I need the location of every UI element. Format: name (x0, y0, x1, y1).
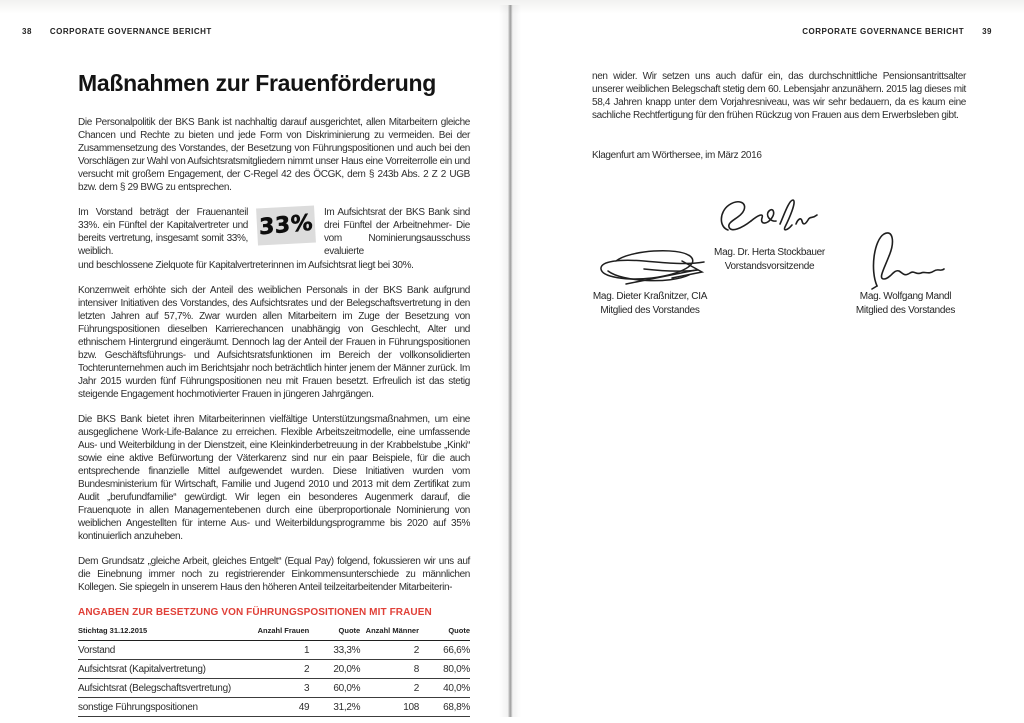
signer-name: Mag. Dieter Kraßnitzer, CIA (592, 291, 708, 302)
page-gutter-divider (499, 5, 521, 717)
signature-stockbauer-label (682, 246, 857, 273)
cell-value: 2 (360, 679, 419, 698)
dateline: Klagenfurt am Wörthersee, im März 2016 (592, 150, 762, 161)
cell-label: Aufsichtsrat (Belegschaftsvertretung) (78, 679, 254, 698)
cell-value: 108 (360, 698, 419, 717)
left-page-column (78, 70, 470, 717)
signer-role: Vorstandsvorsitzende (724, 260, 815, 272)
cell-value: 2 (254, 660, 309, 679)
callout-value: 33% (258, 210, 314, 241)
col-anzahl-frauen: Anzahl Frauen (254, 622, 309, 641)
paragraph-equal-pay: Dem Grundsatz „gleiche Arbeit, gleiches Entgelt“ (Equal Pay) folgend, fokussieren wir uns auf die Einebnung immer noch zu registrierender Einkommensunterschiede zu männlichen Kollegen. Sie spiegeln in unserem Haus den höheren Anteil teilzeitarbeitender Mitarbeiterin- (78, 556, 470, 593)
table-row (78, 641, 470, 660)
callout-paragraph-last-line: und beschlossene Zielquote für Kapitalvertreterinnen im Aufsichtsrat liegt bei 30%. (78, 260, 414, 271)
table-header-row (78, 622, 470, 641)
right-page-column (592, 70, 966, 162)
page-title: Maßnahmen zur Frauenförderung (78, 70, 437, 96)
table-heading: ANGABEN ZUR BESETZUNG VON FÜHRUNGSPOSITIONEN MIT FRAUEN (78, 607, 432, 618)
fuehrungspositionen-table (78, 622, 470, 717)
signature-mandl-icon (860, 228, 946, 290)
cell-label: sonstige Führungspositionen (78, 698, 254, 717)
signer-name: Mag. Dr. Herta Stockbauer (714, 247, 825, 258)
paragraph-pensionsalter: nen wider. Wir setzen uns auch dafür ein, das durchschnittliche Pensionsantrittsalter unserer weiblichen Belegschaft stetig dem 60. Lebensjahr anzunähern. 2015 lag dieses mit 58,4 Jahren knapp unter dem Vorjahresniveau, was wir sehr bedauern, da es kaum eine sachliche Rechtfertigung für den frühen Rückzug von Frauen aus dem Erwerbsleben gibt. (592, 71, 966, 121)
cell-value: 1 (254, 641, 309, 660)
signature-mandl-label (828, 290, 983, 317)
callout-paragraph-left-text: Im Vorstand beträgt der Frauenanteil 33%. ein Fünftel der Kapitalvertreter und bereits vertretung, insgesamt somit 33%, weiblich. (78, 207, 248, 257)
cell-value: 3 (254, 679, 309, 698)
signature-krassnitzer-label (570, 290, 730, 317)
table-row (78, 679, 470, 698)
paragraph-vorstand-callout (78, 206, 470, 272)
callout-paragraph-right-text: Im Aufsichtsrat der BKS Bank sind drei Fünftel der Arbeitnehmer- Die vom Nominierungsausschuss evaluierte (324, 207, 470, 257)
paragraph-worklife: Die BKS Bank bietet ihren Mitarbeiterinnen vielfältige Unterstützungsmaßnahmen, um eine ausgeglichene Work-Life-Balance zu erreichen. Flexible Arbeitszeitmodelle, eine umfassende Aus- und Weiterbildung in der Dienstzeit, eine Kleinkinderbetreuung in der Krabbelstube „Kinki“ sowie eine aktive Befürwortung der Väterkarenz sind nur ein paar Beispiele, für die auch entsprechende finanzielle Mittel aufgewendet wurden. Diese Initiativen wurden vom Bundesministerium für Wirtschaft, Familie und Jugend 2010 und 2013 mit dem Zertifikat zum Audit „berufundfamilie“ gewürdigt. Wir legen ein besonderes Augenmerk darauf, die Frauenquote in allen Managementebenen durch eine überproportionale Nominierung von weiblichen Angestellten für interne Aus- und Weiterbildungsprogramme bis 2020 auf 35% kontinuierlich anzuheben. (78, 414, 470, 542)
right-page-running-header (802, 27, 992, 36)
right-page-header-text: CORPORATE GOVERNANCE BERICHT (802, 27, 965, 36)
signer-role: Mitglied des Vorstandes (855, 304, 956, 316)
col-stichtag: Stichtag 31.12.2015 (78, 622, 254, 641)
col-quote-maenner: Quote (419, 622, 470, 641)
left-page-header-text: CORPORATE GOVERNANCE BERICHT (49, 27, 212, 36)
cell-value: 31,2% (309, 698, 360, 717)
col-quote-frauen: Quote (309, 622, 360, 641)
col-anzahl-maenner: Anzahl Männer (360, 622, 419, 641)
cell-value: 8 (360, 660, 419, 679)
table-row (78, 698, 470, 717)
cell-value: 2 (360, 641, 419, 660)
cell-value: 40,0% (419, 679, 470, 698)
handwritten-33-percent-callout (256, 206, 316, 246)
cell-value: 80,0% (419, 660, 470, 679)
paragraph-konzernweit: Konzernweit erhöhte sich der Anteil des weiblichen Personals in der BKS Bank aufgrund intensiver Initiativen des Vorstandes, des Aufsichtsrates und der Belegschaftsvertretung in den letzten Jahren auf 57,7%. Zwar wurden allen Mitarbeitern im Zuge der Besetzung von Führungspositionen dieselben Karrierechancen unabhängig von Geschlecht, Alter und ethnischem Hintergrund eingeräumt. Dennoch lag der Anteil der Frauen in Führungspositionen bzw. Geschäftsführungs- und Aufsichtsratsfunktionen im Bereich der vollkonsolidierten Tochterunternehmen auch im Berichtsjahr noch beträchtlich hinter jenem der Männer zurück. Im Jahr 2015 wurden fünf Führungspositionen neu mit Frauen besetzt. Erfreulich ist das stetig steigende Engagement hochmotivierter Frauen in jüngeren Jahrgängen. (78, 285, 470, 400)
signature-stockbauer-icon (712, 194, 820, 242)
signer-role: Mitglied des Vorstandes (600, 304, 700, 316)
signature-krassnitzer-icon (586, 244, 708, 290)
cell-value: 33,3% (309, 641, 360, 660)
table-row (78, 660, 470, 679)
right-page-number: 39 (982, 27, 992, 36)
cell-value: 68,8% (419, 698, 470, 717)
signer-name: Mag. Wolfgang Mandl (859, 291, 952, 302)
left-page-number: 38 (22, 27, 32, 36)
cell-label: Vorstand (78, 641, 254, 660)
paragraph-personalpolitik: Die Personalpolitik der BKS Bank ist nachhaltig darauf ausgerichtet, allen Mitarbeitern gleiche Chancen und Rechte zu bieten und jede Form von Diskriminierung zu vermeiden. Bei der Zusammensetzung des Vorstandes, der Besetzung von Führungspositionen und auch bei den Vorschlägen zur Wahl von Aufsichtsratsmitgliedern nimmt unser Haus eine Vorreiterrolle ein und versucht mit großem Engagement, der C-Regel 42 des ÖCGK, dem § 243b Abs. 2 Z 2 UGB bzw. dem § 29 BWG zu entsprechen. (78, 117, 470, 193)
cell-value: 20,0% (309, 660, 360, 679)
cell-value: 49 (254, 698, 309, 717)
cell-value: 60,0% (309, 679, 360, 698)
cell-label: Aufsichtsrat (Kapitalvertretung) (78, 660, 254, 679)
cell-value: 66,6% (419, 641, 470, 660)
left-page-running-header (22, 27, 212, 36)
